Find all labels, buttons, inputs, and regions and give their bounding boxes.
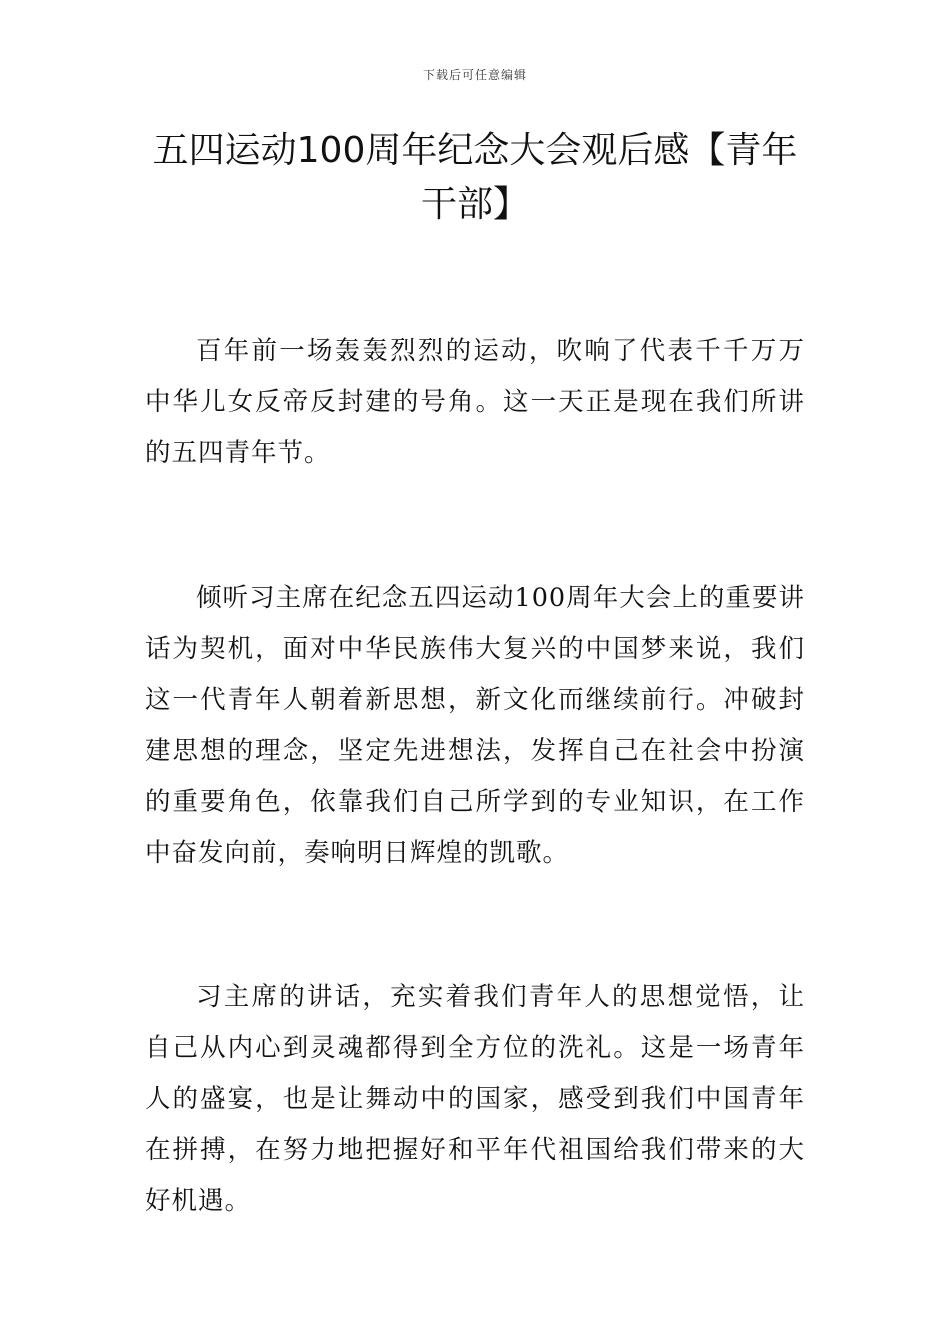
document-title: 五四运动100周年纪念大会观后感【青年干部】 — [152, 130, 798, 225]
paragraph-1: 百年前一场轰轰烈烈的运动，吹响了代表千千万万中华儿女反帝反封建的号角。这一天正是现在我们所讲的五四青年节。 — [145, 336, 805, 468]
paragraph-3: 习主席的讲话，充实着我们青年人的思想觉悟，让自己从内心到灵魂都得到全方位的洗礼。这是一场青年人的盛宴，也是让舞动中的国家，感受到我们中国青年在拼搏，在努力地把握好和平年代祖国给我们带来的大好机遇。 — [145, 982, 805, 1216]
header-note: 下载后可任意编辑 — [422, 68, 527, 82]
paragraph-2: 倾听习主席在纪念五四运动100周年大会上的重要讲话为契机，面对中华民族伟大复兴的中国梦来说，我们这一代青年人朝着新思想，新文化而继续前行。冲破封建思想的理念，坚定先进想法，发挥自己在社会中扮演的重要角色，依靠我们自己所学到的专业知识，在工作中奋发向前，奏响明日辉煌的凯歌。 — [145, 583, 805, 868]
